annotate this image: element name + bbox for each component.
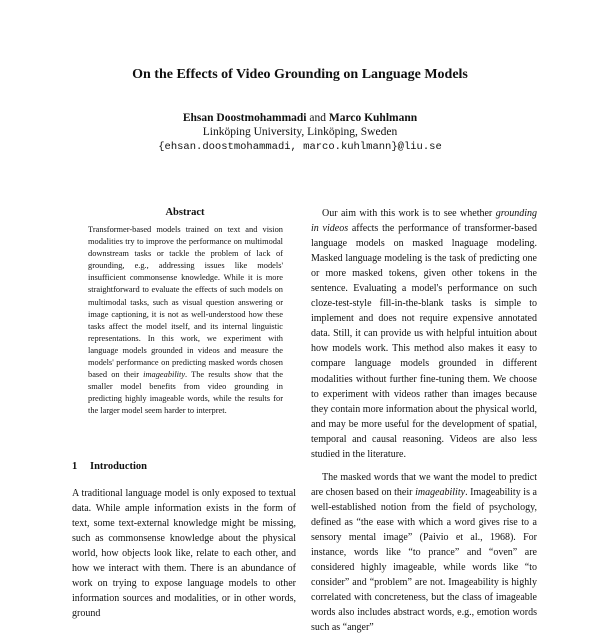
author-name-2: Marco Kuhlmann <box>328 112 418 124</box>
abstract-body <box>88 224 283 418</box>
abstract-emphasis: imageability <box>143 370 186 380</box>
paragraph-imageability <box>311 470 537 635</box>
introduction-paragraph: A traditional language model is only exposed to textual data. While ample information exists in the form of text, some text-external knowledge might be missing, such as commonsense knowledge about the physical world, how objects look like, relate to each other, and how we interact with them. There is an abundance of work on trying to expose language models to other information sources and modalities, or in other words, ground <box>72 488 296 619</box>
author-conjunction: and <box>309 112 326 124</box>
author-email: {ehsan.doostmohammadi, marco.kuhlmann}@liu.se <box>158 141 442 153</box>
abstract-text-2: . The results show that the smaller model benefits from video grounding in predicting highly imageable words, while the results for the larger model seem harder to interpret. <box>88 370 283 416</box>
paragraph-aim-text-2: affects the performance of transformer-based language models on masked lnaguage modeling. Masked language modeling is the task of predicting one or more masked tokens, given other tokens in the sentence. Evaluating a model's performance on such cloze-test-style fill-in-the-blank tasks is simple to implement and does not require expensive annotated data. Still, it can provide us with helpful intuition about how models work. This method also makes it easy to compare language models grounded in different modalities without further fine-tuning them. We choose to experiment with videos rather than images because they contain more information about the physical world, and may be more useful for the development of spatial, temporal and causal reasoning. Videos are also less studied in the literature. <box>311 223 537 460</box>
right-column <box>311 206 537 635</box>
paragraph-imageability-text-2: . Imageability is a well-established notion from the field of psychology, defined as “the ease with which a word gives rise to a sensory mental image” (Paivio et al., 1968). For instance, words like “to prance” and “oven” are considered highly imageable, while words like “to consider” and “problem” are not. Imageability is highly correlated with concreteness, but the class of imageable words also includes abstract words, e.g., emotion words such as “anger” <box>311 486 537 634</box>
section-number: 1 <box>72 461 78 472</box>
paragraph-aim-emphasis: grounding in videos <box>311 208 537 235</box>
abstract-text-1: Transformer-based models trained on text and vision modalities try to improve the performance on multimodal downstream tasks or tackle the problem of lack of grounding, e.g., addressing issues like models' insufficient commonsense knowledge. While it is more straightforward to evaluate the effects of such models on multimodal tasks, such as visual question answering or image captioning, it is not as well-understood how these tasks affect the model itself, and its internal linguistic representations. In this work, we experiment with language models grounded in videos and measure the models' performance on predicting masked words chosen based on their <box>88 225 283 380</box>
paragraph-imageability-text-1: The masked words that we want the model to predict are chosen based on their <box>311 471 537 498</box>
paper-title: On the Effects of Video Grounding on Language Models <box>132 67 468 82</box>
author-name-1: Ehsan Doostmohammadi <box>182 112 307 124</box>
paragraph-aim-text-1: Our aim with this work is to see whether <box>322 208 496 219</box>
paragraph-aim <box>311 206 537 462</box>
abstract-heading: Abstract <box>165 207 205 218</box>
author-line <box>0 111 600 126</box>
affiliation: Linköping University, Linköping, Sweden <box>202 126 398 138</box>
section-heading-introduction <box>72 461 147 472</box>
section-title: Introduction <box>90 461 147 472</box>
paragraph-imageability-emphasis: imageability <box>415 486 466 498</box>
